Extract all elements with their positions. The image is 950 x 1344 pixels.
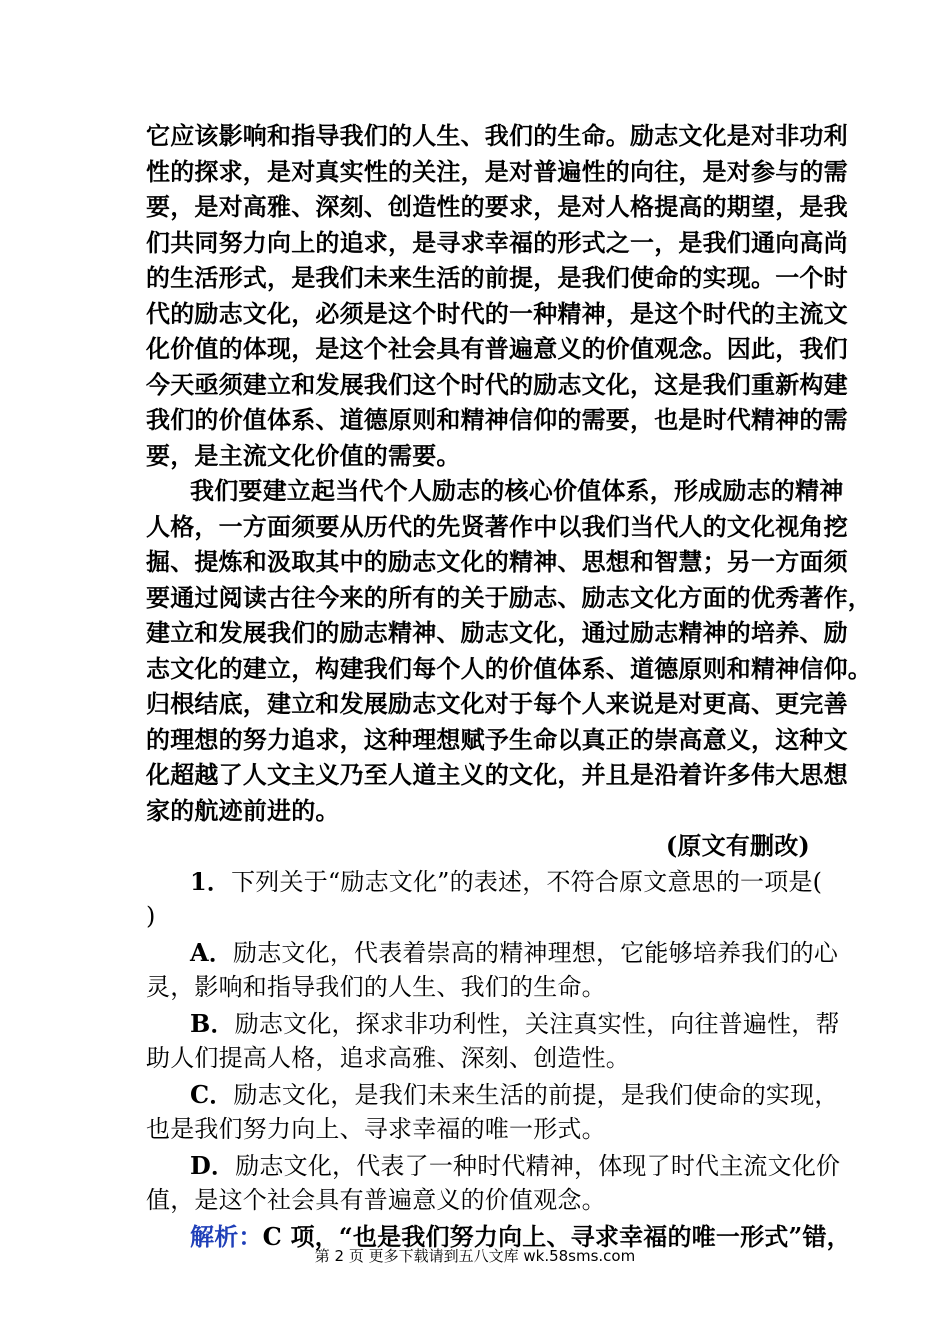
option-line [146,1148,841,1184]
passage-paragraph-1 [146,118,848,473]
option-line: 值，是这个社会具有普遍意义的价值观念。 [146,1186,606,1214]
passage-line: 掘、提炼和汲取其中的励志文化的精神、思想和智慧；另一方面须 [146,547,848,576]
option-label: D． [190,1150,236,1180]
option-line: 也是我们努力向上、寻求幸福的唯一形式。 [146,1115,606,1143]
passage-line: 建立和发展我们的励志精神、励志文化，通过励志精神的培养、励 [146,618,848,647]
passage-line: 人格，一方面须要从历代的先贤著作中以我们当代人的文化视角挖 [146,511,848,541]
passage-line: 要通过阅读古往今来的所有的关于励志、励志文化方面的优秀著作， [146,582,872,612]
option-line [146,1077,839,1113]
passage-line: 代的励志文化，必须是这个时代的一种精神，是这个时代的主流文 [146,298,848,328]
option-text: 励志文化，探求非功利性，关注真实性，向往普遍性，帮 [234,1009,840,1038]
question-text: 下列关于“励志文化”的表述，不符合原文意思的一项是( [231,867,823,896]
question-stem [146,864,823,900]
passage-line: 我们要建立起当代个人励志的核心价值体系，形成励志的精神 [190,476,844,505]
option-line: 助人们提高人格，追求高雅、深刻、创造性。 [146,1044,630,1072]
passage-line: 归根结底，建立和发展励志文化对于每个人来说是对更高、更完善 [146,689,848,718]
option-a [146,935,839,1006]
document-page [146,118,872,1254]
option-line [146,935,839,971]
passage-line: 的理想的努力追求，这种理想赋予生命以真正的崇高意义，这种文 [146,724,848,754]
option-label: C． [190,1079,234,1109]
page-footer: 第 2 页 更多下载请到五八文库 wk.58sms.com [314,1247,636,1265]
analysis-text: C 项，“也是我们努力向上、寻求幸福的唯一形式”错， [262,1221,851,1251]
option-text: 励志文化，是我们未来生活的前提，是我们使命的实现， [233,1080,839,1109]
passage-line: 家的航迹前进的。 [146,795,340,825]
option-c [146,1077,839,1148]
passage-line: 今天亟须建立和发展我们这个时代的励志文化，这是我们重新构建 [146,369,848,399]
option-d [146,1148,841,1219]
passage-line: 志文化的建立，构建我们每个人的价值体系、道德原则和精神信仰。 [146,653,872,683]
passage-line: 的生活形式，是我们未来生活的前提，是我们使命的实现。一个时 [146,263,848,292]
passage-line: 它应该影响和指导我们的人生、我们的生命。励志文化是对非功利 [146,121,848,150]
analysis-label: 解析： [190,1221,263,1251]
option-text: 励志文化，代表了一种时代精神，体现了时代主流文化价 [235,1151,841,1180]
passage-line: 要，是主流文化价值的需要。 [146,440,461,470]
passage-line: 化价值的体现，是这个社会具有普遍意义的价值观念。因此，我们 [146,334,848,363]
passage-line: 们共同努力向上的追求，是寻求幸福的形式之一，是我们通向高尚 [146,227,848,257]
question-number: 1． [190,866,232,896]
option-label: B． [190,1008,235,1038]
option-line [146,1006,840,1042]
passage-line: 我们的价值体系、道德原则和精神信仰的需要，也是时代精神的需 [146,405,848,434]
passage-line: 性的探求，是对真实性的关注，是对普遍性的向往，是对参与的需 [146,156,848,186]
option-line: 灵，影响和指导我们的人生、我们的生命。 [146,973,606,1001]
option-text: 励志文化，代表着崇高的精神理想，它能够培养我们的心 [233,938,839,967]
passage-line: 要，是对高雅、深刻、创造性的要求，是对人格提高的期望，是我 [146,192,848,221]
passage-line: 化超越了人文主义乃至人道主义的文化，并且是沿着许多伟大思想 [146,760,848,789]
option-b [146,1006,840,1077]
question-stem-cont: ) [146,902,156,930]
source-note: (原文有删改) [665,831,810,860]
passage-paragraph-2 [146,473,872,828]
option-label: A． [190,937,234,967]
question-1 [146,864,823,935]
